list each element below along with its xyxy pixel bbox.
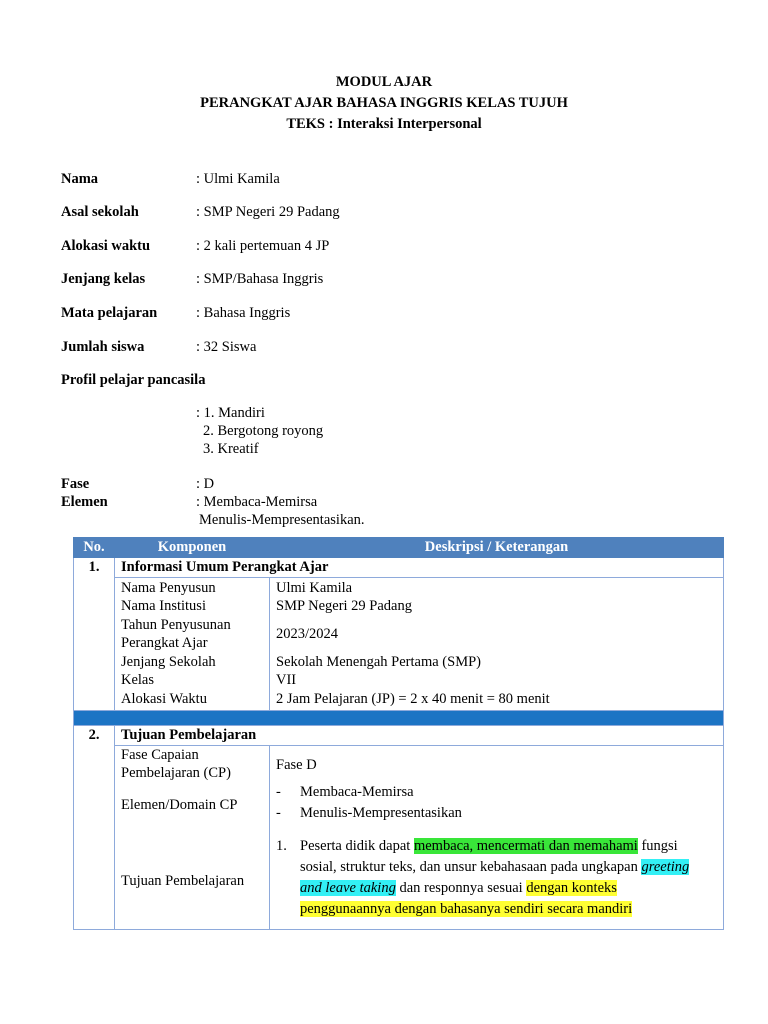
komponen-tahun-penyusunan: Tahun Penyusunan Perangkat Ajar — [121, 616, 231, 651]
profil-item-1: : 1. Mandiri — [196, 405, 265, 421]
highlight-greeting: greeting and leave taking — [300, 859, 690, 896]
table-header-row — [74, 538, 724, 558]
elemen-item: - Menulis-Mempresentasikan — [276, 804, 462, 821]
komponen-kelas: Kelas — [121, 672, 155, 688]
section-2-components — [115, 745, 270, 929]
value-alokasi-waktu: : 2 kali pertemuan 4 JP — [196, 238, 330, 254]
value-elemen-1: : Membaca-Memirsa — [196, 494, 318, 510]
header-komponen: Komponen — [115, 538, 270, 558]
value-asal-sekolah: : SMP Negeri 29 Padang — [196, 204, 340, 220]
highlight-membaca: membaca, mencermati dan memahami — [413, 838, 638, 854]
document-topic: TEKS : Interaksi Interpersonal — [286, 116, 482, 132]
section-2-body — [74, 745, 724, 929]
section-1-title: Informasi Umum Perangkat Ajar — [115, 558, 724, 578]
komponen-jenjang-sekolah: Jenjang Sekolah — [121, 653, 216, 670]
label-elemen: Elemen — [61, 494, 108, 510]
value-nama: : Ulmi Kamila — [196, 171, 280, 187]
label-jumlah-siswa: Jumlah siswa — [61, 339, 145, 355]
deskripsi-kelas: VII — [276, 672, 297, 688]
deskripsi-nama-institusi: SMP Negeri 29 Padang — [276, 598, 412, 614]
tujuan-item: 1. Peserta didik dapat membaca, mencermati dan memahami fungsi sosial, struktur teks, dan unsur kebahasaan pada ungkapan greeting and leave taking dan responnya sesuai dengan konteks penggunaannya dengan bahasanya sendiri secara mandiri — [276, 836, 717, 920]
profil-item-3: 3. Kreatif — [203, 441, 259, 457]
section-2-descriptions — [270, 745, 724, 929]
value-jumlah-siswa: : 32 Siswa — [196, 339, 257, 355]
document-subtitle: PERANGKAT AJAR BAHASA INGGRIS KELAS TUJUH — [200, 95, 568, 111]
header-no: No. — [74, 538, 115, 558]
komponen-fase-capaian: Fase Capaian Pembelajaran (CP) — [121, 746, 231, 781]
section-1-body — [74, 577, 724, 711]
profil-item-2: 2. Bergotong royong — [203, 423, 324, 439]
section-divider — [74, 711, 724, 726]
section-1-components — [115, 577, 270, 711]
label-nama: Nama — [61, 171, 99, 187]
value-mata-pelajaran: : Bahasa Inggris — [196, 305, 291, 321]
section-1-number: 1. — [74, 558, 115, 711]
label-jenjang-kelas: Jenjang kelas — [61, 271, 146, 287]
tujuan-text: Peserta didik dapat membaca, mencermati dan memahami fungsi sosial, struktur teks, dan unsur kebahasaan pada ungkapan greeting and leave taking dan responnya sesuai dengan konteks penggunaannya dengan bahasanya sendiri secara mandiri — [300, 838, 690, 917]
value-jenjang-kelas: : SMP/Bahasa Inggris — [196, 271, 324, 287]
deskripsi-alokasi-waktu: 2 Jam Pelajaran (JP) = 2 x 40 menit = 80 menit — [276, 690, 550, 707]
label-asal-sekolah: Asal sekolah — [61, 204, 139, 220]
elemen-item: - Membaca-Memirsa — [276, 784, 414, 800]
header-deskripsi: Deskripsi / Keterangan — [270, 538, 724, 558]
modul-table — [73, 537, 724, 930]
komponen-alokasi-waktu: Alokasi Waktu — [121, 690, 207, 707]
section-1-descriptions — [270, 577, 724, 711]
elemen-list — [276, 783, 717, 822]
document-title: MODUL AJAR — [335, 74, 433, 90]
value-elemen-2: Menulis-Mempresentasikan. — [199, 512, 365, 528]
komponen-nama-penyusun: Nama Penyusun — [121, 579, 216, 596]
deskripsi-fase: Fase D — [276, 756, 317, 773]
deskripsi-tahun-penyusunan: 2023/2024 — [276, 625, 339, 642]
komponen-nama-institusi: Nama Institusi — [121, 598, 206, 614]
section-1-row — [74, 558, 724, 578]
value-fase: : D — [196, 476, 215, 492]
label-fase: Fase — [61, 476, 90, 492]
section-2-number: 2. — [74, 726, 115, 930]
section-2-title: Tujuan Pembelajaran — [115, 726, 724, 746]
label-profil-pelajar: Profil pelajar pancasila — [61, 372, 206, 388]
label-alokasi-waktu: Alokasi waktu — [61, 238, 151, 254]
section-2-row — [74, 726, 724, 746]
label-mata-pelajaran: Mata pelajaran — [61, 305, 158, 321]
komponen-tujuan-pembelajaran: Tujuan Pembelajaran — [121, 873, 245, 889]
highlight-konteks: dengan konteks penggunaannya dengan bahasanya sendiri secara mandiri — [300, 880, 633, 917]
deskripsi-jenjang-sekolah: Sekolah Menengah Pertama (SMP) — [276, 653, 481, 670]
deskripsi-nama-penyusun: Ulmi Kamila — [276, 579, 353, 596]
komponen-elemen-domain: Elemen/Domain CP — [121, 796, 238, 813]
